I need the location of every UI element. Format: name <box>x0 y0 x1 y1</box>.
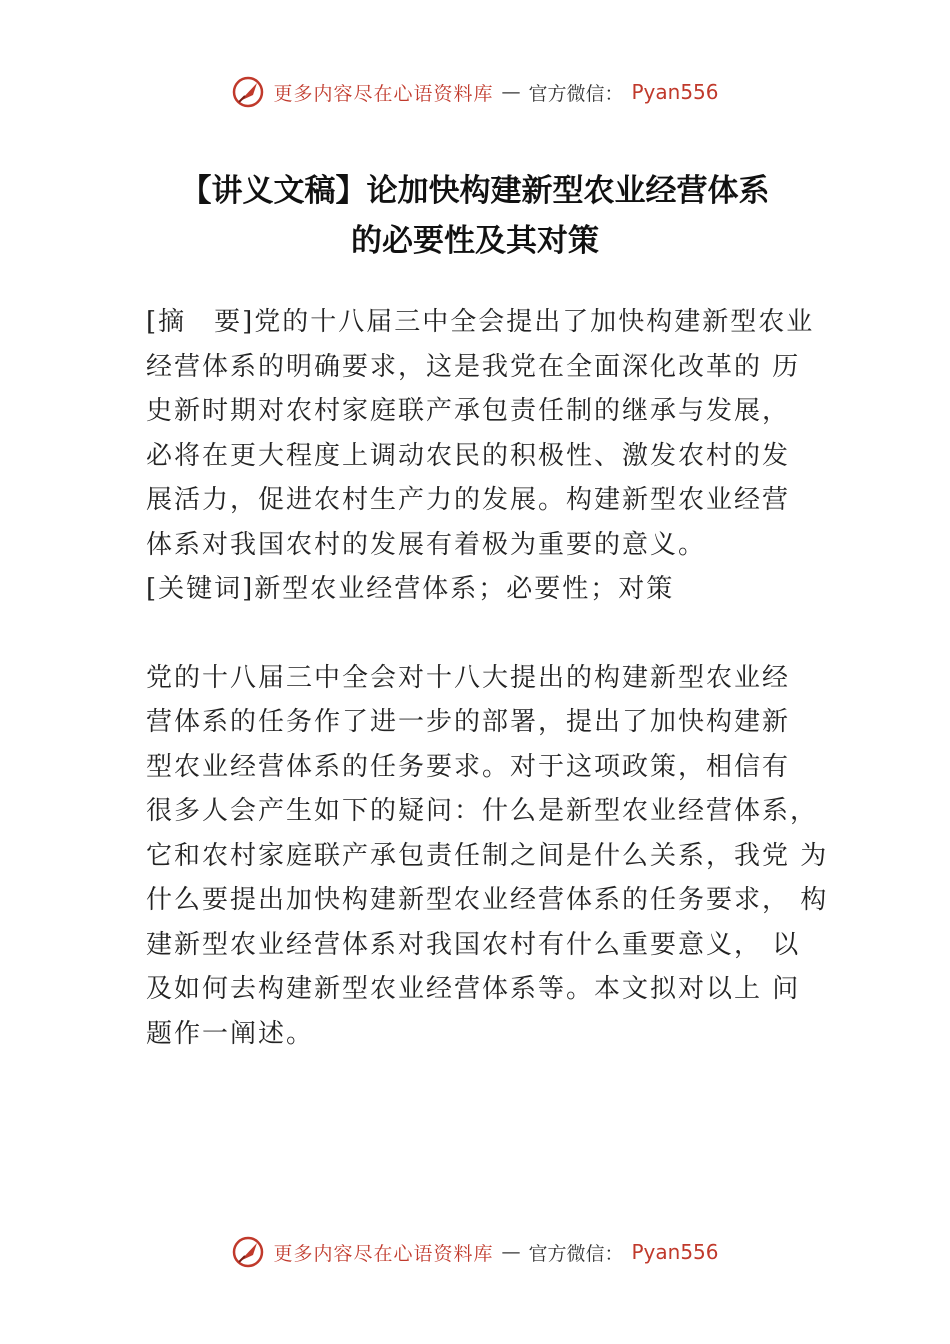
title-line: 的必要性及其对策 <box>351 223 599 259</box>
body-line: 它和农村家庭联产承包责任制之间是什么关系，我党 为 <box>146 840 829 871</box>
keywords-line: [关键词]新型农业经营体系；必要性；对策 <box>146 574 675 604</box>
wechat-id: Pyan556 <box>631 1240 719 1264</box>
body-line: 什么要提出加快构建新型农业经营体系的任务要求， 构 <box>146 885 829 915</box>
abstract-line: 展活力，促进农村生产力的发展。构建新型农业经营 <box>146 485 791 515</box>
banner-separator: — <box>501 1241 521 1263</box>
abstract-line: 必将在更大程度上调动农民的积极性、激发农村的发 <box>146 440 791 471</box>
wechat-label: 官方微信： <box>528 82 624 105</box>
header-banner <box>0 72 950 112</box>
body-line: 建新型农业经营体系对我国农村有什么重要意义， 以 <box>146 929 801 960</box>
footer-banner <box>0 1232 950 1272</box>
banner-text: 更多内容尽在心语资料库 <box>273 1242 494 1265</box>
body-line: 型农业经营体系的任务要求。对于这项政策，相信有 <box>146 751 791 782</box>
wechat-label: 官方微信： <box>528 1242 624 1265</box>
quill-seal-icon <box>231 75 265 109</box>
body-line: 党的十八届三中全会对十八大提出的构建新型农业经 <box>146 662 791 693</box>
body-paragraph <box>146 656 836 1057</box>
abstract-line: [摘 要]党的十八届三中全会提出了加快构建新型农业 <box>146 307 815 337</box>
title-line: 【讲义文稿】论加快构建新型农业经营体系 <box>180 173 770 209</box>
abstract-line: 体系对我国农村的发展有着极为重要的意义。 <box>146 529 707 560</box>
body-line: 题作一阐述。 <box>146 1018 315 1049</box>
banner-text: 更多内容尽在心语资料库 <box>273 82 494 105</box>
body-line: 营体系的任务作了进一步的部署，提出了加快构建新 <box>146 707 791 737</box>
body-line: 很多人会产生如下的疑问：什么是新型农业经营体系， <box>146 796 819 826</box>
document-title <box>110 166 840 266</box>
wechat-id: Pyan556 <box>631 80 719 104</box>
abstract-line: 史新时期对农村家庭联产承包责任制的继承与发展， <box>146 396 791 426</box>
document-content <box>146 300 836 1056</box>
abstract-line: 经营体系的明确要求，这是我党在全面深化改革的 历 <box>146 351 801 382</box>
body-line: 及如何去构建新型农业经营体系等。本文拟对以上 问 <box>146 974 801 1004</box>
abstract-section <box>146 300 836 612</box>
quill-seal-icon <box>231 1235 265 1269</box>
paragraph-spacer <box>146 612 836 656</box>
banner-separator: — <box>501 81 521 103</box>
